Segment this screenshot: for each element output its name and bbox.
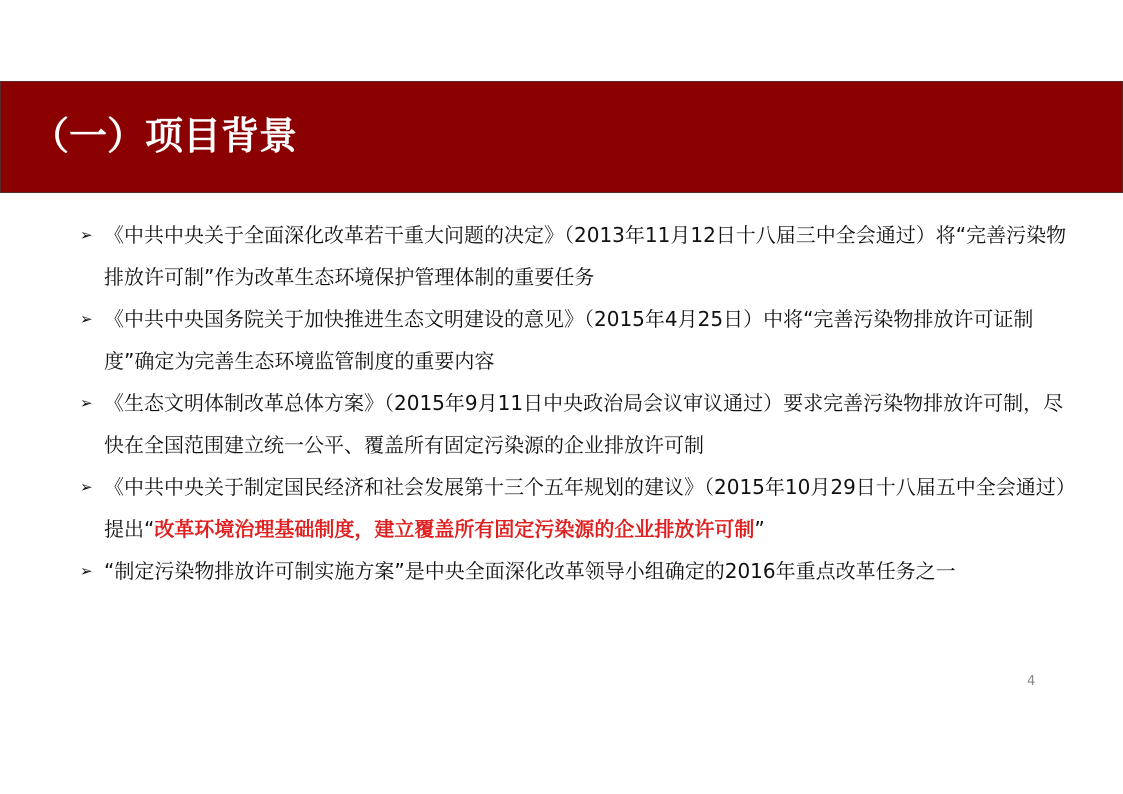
bullet-text: 《中共中央关于制定国民经济和社会发展第十三个五年规划的建议》（2015年10月29日十八届五中全会通过）提出“ — [104, 475, 1066, 541]
page-number: 4 — [1027, 674, 1036, 689]
title-bar — [0, 81, 1123, 193]
bullet-item-1 — [78, 214, 1068, 298]
arrow-bullet-icon: ➢ — [80, 478, 93, 496]
bullet-text: 《生态文明体制改革总体方案》（2015年9月11日中央政治局会议审议通过）要求完善污染物排放许可制，尽快在全国范围建立统一公平、覆盖所有固定污染源的企业排放许可制 — [104, 391, 1064, 457]
bullet-item-4 — [78, 466, 1068, 550]
arrow-bullet-icon: ➢ — [80, 226, 93, 244]
arrow-bullet-icon: ➢ — [80, 394, 93, 412]
arrow-bullet-icon: ➢ — [80, 310, 93, 328]
bullet-list — [78, 214, 1068, 592]
bullet-text-end: ” — [754, 517, 765, 541]
highlighted-text: 改革环境治理基础制度，建立覆盖所有固定污染源的企业排放许可制 — [154, 517, 755, 541]
bullet-text: 《中共中央关于全面深化改革若干重大问题的决定》（2013年11月12日十八届三中全会通过）将“完善污染物排放许可制”作为改革生态环境保护管理体制的重要任务 — [104, 223, 1067, 289]
arrow-bullet-icon: ➢ — [80, 562, 93, 580]
bullet-text: “制定污染物排放许可制实施方案”是中央全面深化改革领导小组确定的2016年重点改革任务之一 — [104, 559, 956, 583]
bullet-item-3 — [78, 382, 1068, 466]
bullet-text: 《中共中央国务院关于加快推进生态文明建设的意见》（2015年4月25日）中将“完善污染物排放许可证制度”确定为完善生态环境监管制度的重要内容 — [104, 307, 1034, 373]
bullet-item-2 — [78, 298, 1068, 382]
slide-title: （一）项目背景 — [31, 113, 298, 158]
bullet-item-5 — [78, 550, 1068, 592]
